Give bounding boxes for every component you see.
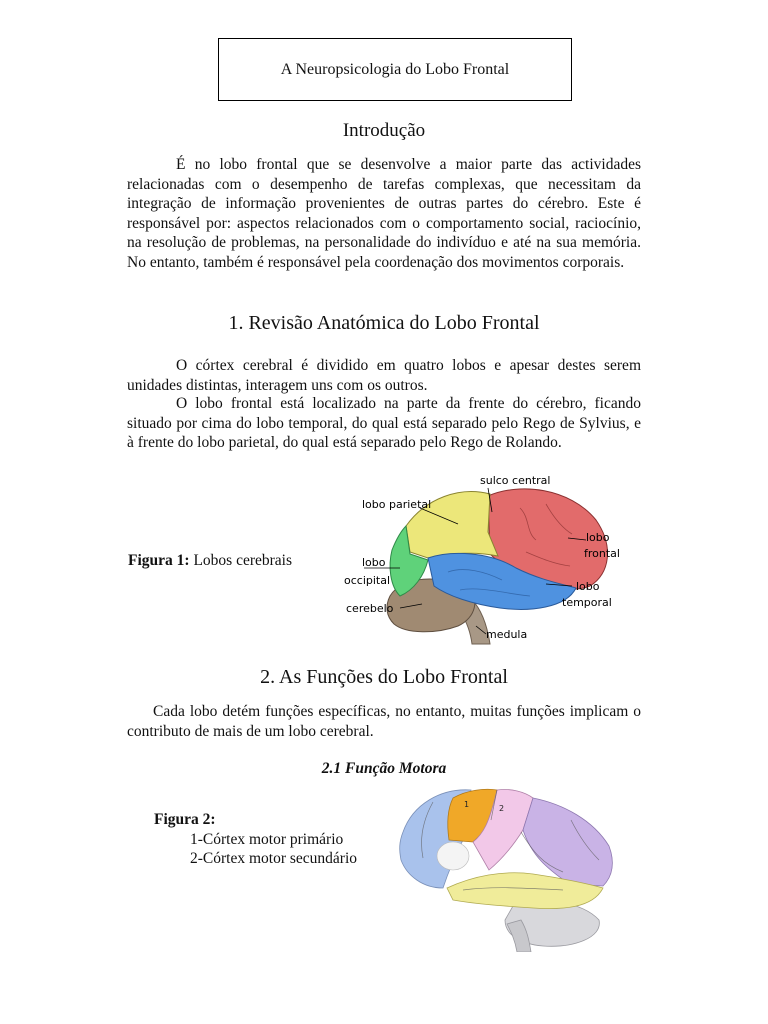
section1-paragraph-1 — [127, 356, 641, 395]
label-lobo-temporal-1: lobo — [576, 580, 600, 593]
figure1-caption — [128, 552, 292, 570]
label-lobo-frontal-2: frontal — [584, 547, 620, 560]
label-lobo-occipital-1: lobo — [362, 556, 386, 569]
figure2-caption — [154, 810, 357, 869]
section1-text-2: O lobo frontal está localizado na parte da frente do cérebro, ficando situado por cima do lobo temporal, do qual está separado pelo Rego de Sylvius, e à frente do lobo parietal, do qual está separado pelo Rego de Rolando. — [127, 395, 641, 451]
label-sulco-central: sulco central — [480, 474, 551, 487]
section2-paragraph-1 — [127, 702, 641, 741]
fig2-marker-1: 1 — [464, 800, 470, 809]
section1-paragraph-2 — [127, 394, 641, 453]
figure1-caption-text: Lobos cerebrais — [189, 552, 292, 569]
figure2-caption-label: Figura 2: — [154, 811, 216, 828]
label-lobo-frontal-1: lobo — [586, 531, 610, 544]
figure2-brain-diagram — [393, 780, 625, 952]
intro-heading: Introdução — [342, 120, 426, 141]
section2-text-1: Cada lobo detém funções específicas, no entanto, muitas funções implicam o contributo de mais de um lobo cerebral. — [127, 703, 641, 740]
figure1-caption-label: Figura 1: — [128, 552, 190, 569]
label-lobo-temporal-2: temporal — [562, 596, 612, 609]
figure2-item-1: 1-Córtex motor primário — [190, 830, 344, 848]
section1-heading: 1. Revisão Anatómica do Lobo Frontal — [228, 312, 540, 334]
intro-text: É no lobo frontal que se desenvolve a maior parte das actividades relacionadas com o desempenho de tarefas complexas, que necessitam da integração de informação provenientes de outras partes do cérebro. Este é responsável por: aspectos relacionados com o comportamento social, raciocínio, na resolução de problemas, na personalidade do indivíduo e até na sua memória. No entanto, também é responsável pela coordenação dos movimentos corporais. — [127, 156, 641, 271]
label-lobo-occipital-2: occipital — [344, 574, 391, 587]
intro-paragraph — [127, 155, 641, 272]
section2-heading: 2. As Funções do Lobo Frontal — [260, 666, 508, 688]
figure1-brain-diagram — [340, 468, 625, 646]
document-title-box — [218, 38, 572, 101]
figure2-item-2: 2-Córtex motor secundário — [190, 850, 358, 867]
label-lobo-parietal: lobo parietal — [362, 498, 432, 511]
section1-text-1: O córtex cerebral é dividido em quatro lobos e apesar destes serem unidades distintas, interagem uns com os outros. — [127, 357, 641, 394]
label-medula: medula — [486, 628, 528, 641]
document-title: A Neuropsicologia do Lobo Frontal — [280, 60, 510, 78]
subsection-heading-motora: 2.1 Função Motora — [321, 760, 447, 777]
label-cerebelo: cerebelo — [346, 602, 394, 615]
fig2-marker-2: 2 — [499, 804, 505, 813]
